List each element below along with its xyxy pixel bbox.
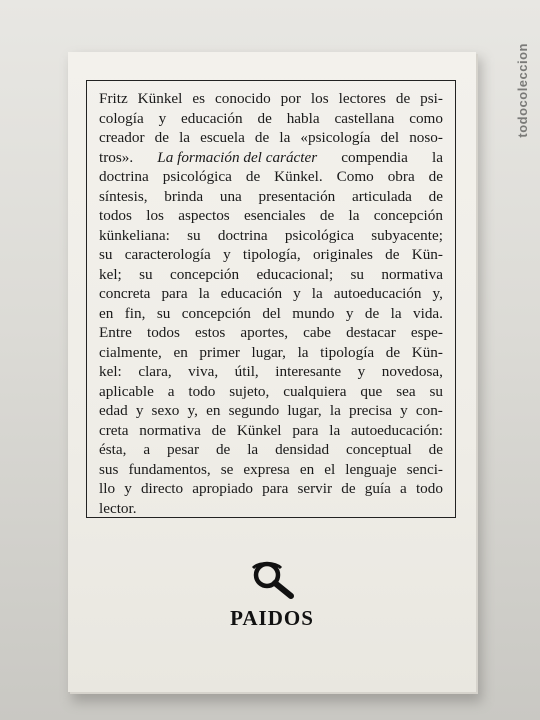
blurb-word: todo bbox=[415, 480, 443, 497]
blurb-word: a bbox=[400, 480, 407, 497]
blurb-word: de bbox=[385, 246, 400, 263]
blurb-word: en bbox=[299, 460, 315, 478]
blurb-word: cabe bbox=[303, 324, 331, 341]
blurb-word: articulada bbox=[352, 187, 412, 205]
blurb-word: lugar, bbox=[287, 402, 322, 419]
blurb-word: y bbox=[158, 109, 167, 127]
blurb-word: novedosa, bbox=[381, 363, 443, 380]
blurb-word: fundamentos, bbox=[128, 460, 211, 478]
blurb-word: para bbox=[262, 480, 289, 497]
blurb-word: kel: bbox=[99, 363, 122, 380]
blurb-word: pesar bbox=[166, 441, 200, 458]
blurb-word: del bbox=[262, 304, 281, 322]
blurb-word: normativa bbox=[381, 265, 443, 283]
blurb-word: autoeducación: bbox=[351, 421, 443, 439]
blurb-word: estos bbox=[194, 324, 226, 341]
blurb-word: «psicología bbox=[300, 129, 371, 146]
blurb-word: a bbox=[167, 382, 175, 400]
blurb-line bbox=[99, 226, 443, 246]
blurb-word: la bbox=[297, 343, 309, 361]
book-back-cover bbox=[68, 52, 476, 692]
blurb-word: sus bbox=[99, 460, 119, 478]
blurb-word: sexo bbox=[151, 402, 180, 419]
blurb-word: creador bbox=[99, 129, 145, 146]
blurb-word: lector. bbox=[99, 499, 137, 517]
blurb-word: de bbox=[385, 343, 401, 361]
blurb-word: por bbox=[280, 90, 301, 107]
blurb-word: todos bbox=[146, 324, 180, 341]
blurb-word: lenguaje bbox=[345, 460, 397, 478]
blurb-word: castellana bbox=[334, 109, 395, 127]
blurb-word: cología bbox=[99, 109, 144, 127]
blurb-word: de bbox=[364, 304, 380, 322]
blurb-word: Kün- bbox=[411, 246, 443, 263]
blurb-word: Entre bbox=[99, 324, 132, 341]
blurb-word: en bbox=[99, 304, 114, 322]
blurb-word: de bbox=[341, 480, 356, 497]
blurb-word: conceptual bbox=[345, 441, 412, 458]
blurb-word: Künkel bbox=[137, 90, 183, 107]
blurb-word: guía bbox=[364, 480, 391, 497]
blurb-line bbox=[99, 167, 443, 187]
blurb-word: de bbox=[428, 441, 443, 458]
blurb-word: de bbox=[428, 168, 443, 185]
blurb-word: destacar bbox=[346, 324, 396, 341]
blurb-line bbox=[99, 323, 443, 343]
blurb-word: la bbox=[348, 207, 360, 224]
blurb-word: künkeliana: bbox=[99, 226, 170, 244]
blurb-line bbox=[99, 128, 443, 148]
blurb-line bbox=[99, 479, 443, 499]
blurb-word: de bbox=[257, 109, 272, 127]
blurb-word: aplicable bbox=[99, 382, 154, 400]
blurb-word: directo bbox=[140, 480, 184, 497]
blurb-word: tipología bbox=[320, 343, 375, 361]
blurb-word: síntesis, bbox=[99, 187, 148, 205]
blurb-word: todos bbox=[99, 207, 132, 224]
blurb-line bbox=[99, 499, 443, 519]
blurb-word: psicológica bbox=[284, 226, 355, 244]
blurb-word: su bbox=[156, 304, 171, 322]
blurb-word: los bbox=[146, 207, 164, 224]
blurb-word: llo bbox=[99, 480, 116, 497]
blurb-word: clara, bbox=[138, 363, 172, 380]
blurb-word: todo bbox=[188, 382, 216, 400]
blurb-word: de bbox=[154, 129, 169, 146]
blurb-word: segundo bbox=[228, 402, 280, 419]
blurb-word: normativa bbox=[139, 421, 201, 439]
blurb-word: su bbox=[350, 265, 365, 283]
blurb-frame bbox=[86, 80, 456, 518]
blurb-word: vida. bbox=[413, 304, 443, 322]
blurb-word: cualquiera bbox=[283, 382, 347, 400]
blurb-word: brinda bbox=[164, 187, 204, 205]
blurb-word: una bbox=[219, 187, 242, 205]
blurb-word: tros». bbox=[99, 148, 134, 166]
blurb-word: escuela bbox=[200, 129, 245, 146]
blurb-word: la bbox=[311, 285, 323, 302]
blurb-word: lugar, bbox=[251, 343, 286, 361]
blurb-word: y bbox=[345, 304, 354, 322]
blurb-word: educación bbox=[220, 285, 283, 302]
blurb-word: sujeto, bbox=[229, 382, 270, 400]
blurb-word: kel; bbox=[99, 265, 122, 283]
blurb-line bbox=[99, 401, 443, 421]
blurb-line bbox=[99, 304, 443, 324]
blurb-word: su bbox=[187, 226, 201, 244]
magnifier-logo-icon bbox=[249, 558, 295, 600]
blurb-word: Como bbox=[336, 168, 374, 185]
blurb-word: y bbox=[223, 246, 231, 263]
blurb-word: educación bbox=[181, 109, 243, 127]
blurb-word: habla bbox=[286, 109, 320, 127]
blurb-word: y bbox=[135, 402, 144, 419]
blurb-word: interesante bbox=[275, 363, 342, 380]
blurb-word: cialmente, bbox=[99, 343, 162, 361]
blurb-line bbox=[99, 265, 443, 285]
blurb-word: noso- bbox=[409, 129, 443, 146]
blurb-word: el bbox=[324, 460, 336, 478]
blurb-word: su bbox=[99, 246, 113, 263]
blurb-word: y bbox=[124, 480, 132, 497]
blurb-line bbox=[99, 382, 443, 402]
blurb-word: expresa bbox=[243, 460, 290, 478]
blurb-word: conocido bbox=[215, 90, 271, 107]
blurb-word: Künkel. bbox=[274, 168, 323, 185]
blurb-word: la bbox=[390, 304, 402, 322]
blurb-word: la bbox=[179, 129, 191, 146]
blurb-word: aportes, bbox=[240, 324, 289, 341]
blurb-word: en bbox=[173, 343, 188, 361]
blurb-line bbox=[99, 187, 443, 207]
blurb-word: servir bbox=[297, 480, 333, 497]
blurb-word: para bbox=[161, 285, 188, 302]
blurb-line bbox=[99, 89, 443, 109]
blurb-word: la bbox=[279, 129, 291, 146]
blurb-word: concepción bbox=[169, 265, 240, 283]
blurb-line bbox=[99, 284, 443, 304]
blurb-word: de bbox=[254, 129, 270, 146]
blurb-word: aspectos bbox=[178, 207, 230, 224]
blurb-word: la bbox=[329, 402, 341, 419]
blurb-word: originales bbox=[312, 246, 373, 263]
watermark bbox=[512, 10, 532, 170]
blurb-word: los bbox=[310, 90, 329, 107]
blurb-line bbox=[99, 421, 443, 441]
blurb-word: apropiado bbox=[192, 480, 254, 497]
blurb-line bbox=[99, 343, 443, 363]
blurb-word: que bbox=[360, 382, 383, 400]
blurb-word: la bbox=[247, 441, 259, 458]
blurb-word: a bbox=[143, 441, 151, 458]
blurb-word: es bbox=[192, 90, 206, 107]
book-title-italic: La formación del carácter bbox=[157, 148, 318, 166]
blurb-line bbox=[99, 109, 443, 129]
blurb-word: autoeducación bbox=[333, 285, 422, 302]
blurb-word: su bbox=[139, 265, 153, 283]
blurb-word: y, bbox=[432, 285, 443, 302]
blurb-word: en bbox=[206, 402, 221, 419]
blurb-word: precisa bbox=[348, 402, 392, 419]
blurb-word: como bbox=[409, 109, 443, 127]
blurb-word: de bbox=[215, 441, 231, 458]
blurb-word: psicológica bbox=[162, 168, 232, 185]
blurb-word: mundo bbox=[292, 304, 335, 322]
blurb-line bbox=[99, 460, 443, 480]
blurb-word: su bbox=[429, 382, 443, 400]
blurb-word: Fritz bbox=[99, 90, 128, 107]
blurb-word: fin, bbox=[124, 304, 146, 322]
blurb-word: y bbox=[293, 285, 301, 302]
blurb-word: obra bbox=[387, 168, 415, 185]
blurb-line bbox=[99, 148, 443, 168]
blurb-line bbox=[99, 206, 443, 226]
blurb-word: y bbox=[357, 363, 366, 380]
blurb-word: viva, bbox=[188, 363, 219, 380]
blurb-word: con- bbox=[415, 402, 443, 419]
blurb-word: de bbox=[395, 90, 411, 107]
blurb-word: presentación bbox=[258, 187, 336, 205]
blurb-word: útil, bbox=[234, 363, 259, 380]
blurb-word: ésta, bbox=[99, 441, 127, 458]
watermark-text: todocoleccion bbox=[514, 42, 530, 138]
blurb-word: esenciales bbox=[244, 207, 306, 224]
blurb-word: de bbox=[211, 421, 227, 439]
publisher-name: PAIDOS bbox=[230, 606, 314, 630]
blurb-word: doctrina bbox=[217, 226, 268, 244]
blurb-word: educacional; bbox=[256, 265, 334, 283]
blurb-word: doctrina bbox=[99, 168, 149, 185]
blurb-word: concepción bbox=[181, 304, 251, 322]
blurb-word: tipología, bbox=[242, 246, 301, 263]
blurb-word: de bbox=[428, 187, 443, 205]
blurb-word: psi- bbox=[420, 90, 443, 107]
blurb-word: la bbox=[198, 285, 210, 302]
blurb-word: Künkel bbox=[236, 421, 282, 439]
publisher-logo bbox=[68, 558, 476, 631]
blurb-word: edad bbox=[99, 402, 128, 419]
blurb-word: la bbox=[329, 421, 341, 439]
blurb-line bbox=[99, 362, 443, 382]
blurb-word: de bbox=[319, 207, 335, 224]
blurb-word: caracterología bbox=[124, 246, 211, 263]
blurb-line bbox=[99, 440, 443, 460]
blurb-word: densidad bbox=[275, 441, 330, 458]
blurb-word: primer bbox=[199, 343, 240, 361]
blurb-word: y, bbox=[187, 402, 198, 419]
blurb-word: subyacente; bbox=[371, 226, 443, 244]
blurb-word: sea bbox=[396, 382, 416, 400]
blurb-word: y bbox=[400, 402, 408, 419]
blurb-word: Kün- bbox=[411, 343, 443, 361]
blurb-line bbox=[99, 245, 443, 265]
blurb-word: para bbox=[292, 421, 319, 439]
blurb-word: de bbox=[245, 168, 261, 185]
blurb-word: del bbox=[380, 129, 400, 146]
blurb-word: la bbox=[432, 148, 443, 166]
blurb-word: compendia bbox=[341, 148, 408, 166]
blurb-word: lectores bbox=[338, 90, 386, 107]
blurb-word: concepción bbox=[373, 207, 443, 224]
blurb-word: se bbox=[220, 460, 234, 478]
blurb-word: senci- bbox=[406, 460, 443, 478]
blurb-word: espe- bbox=[410, 324, 443, 341]
blurb-word: concreta bbox=[99, 285, 151, 302]
blurb-word: creta bbox=[99, 421, 129, 439]
